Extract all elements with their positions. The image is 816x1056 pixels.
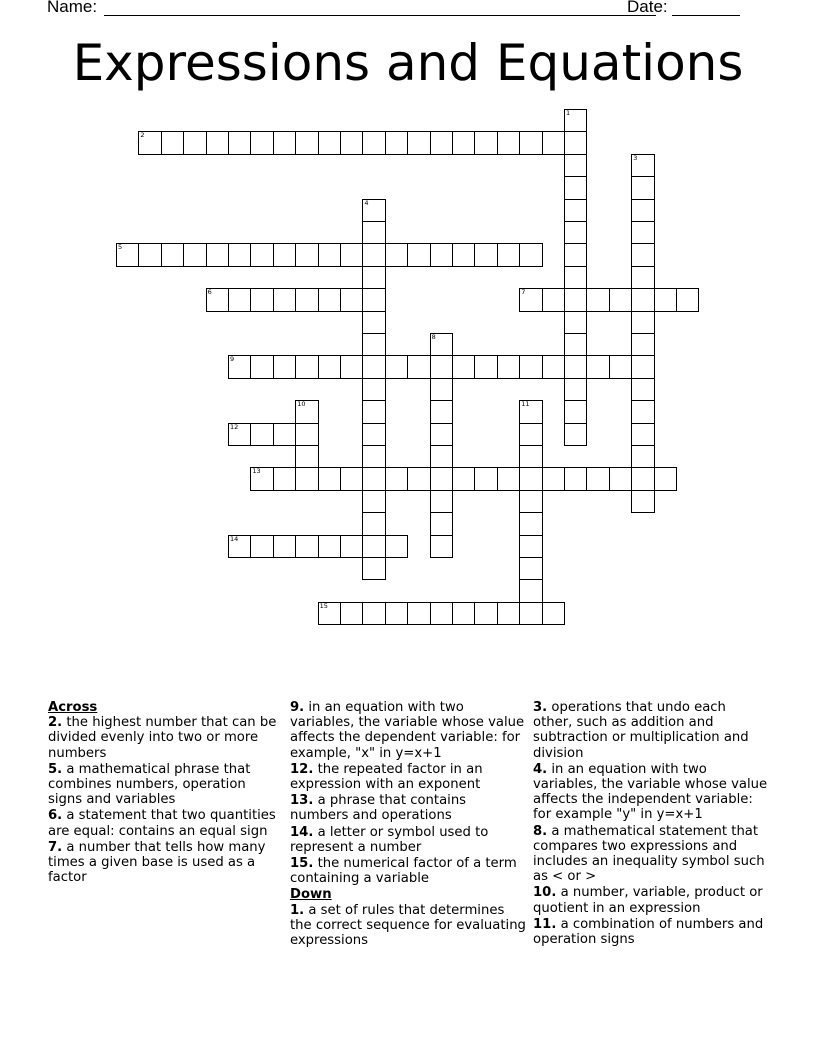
crossword-cell[interactable] <box>116 243 139 266</box>
crossword-cell[interactable] <box>161 131 184 154</box>
crossword-cell[interactable] <box>631 333 654 356</box>
crossword-cell[interactable] <box>340 288 363 311</box>
crossword-cell[interactable] <box>564 221 587 244</box>
clues-section <box>48 700 768 1020</box>
crossword-cell[interactable] <box>206 131 229 154</box>
crossword-cell[interactable] <box>497 602 520 625</box>
crossword-cell[interactable] <box>564 199 587 222</box>
crossword-cell[interactable] <box>430 333 453 356</box>
clue-number: 11. <box>533 916 557 932</box>
crossword-cell[interactable] <box>362 423 385 446</box>
crossword-cell[interactable] <box>430 490 453 513</box>
clue-text: a set of rules that determines the correct sequence for evaluating expressions <box>290 902 526 949</box>
crossword-cell[interactable] <box>385 602 408 625</box>
crossword-cell[interactable] <box>228 423 251 446</box>
cell-number: 1 <box>566 109 571 117</box>
crossword-cell[interactable] <box>362 467 385 490</box>
crossword-cell[interactable] <box>430 243 453 266</box>
crossword-cell[interactable] <box>407 131 430 154</box>
crossword-cell[interactable] <box>631 176 654 199</box>
crossword-cell[interactable] <box>497 467 520 490</box>
header <box>47 0 747 21</box>
crossword-cell[interactable] <box>362 445 385 468</box>
crossword-cell[interactable] <box>519 557 542 580</box>
crossword-cell[interactable] <box>362 131 385 154</box>
clue-text: a number, variable, product or quotient in an expression <box>533 885 763 916</box>
down-heading: Down <box>290 887 332 903</box>
crossword-cell[interactable] <box>609 288 632 311</box>
crossword-cell[interactable] <box>564 467 587 490</box>
crossword-cell[interactable] <box>250 423 273 446</box>
cell-number: 9 <box>230 355 235 364</box>
crossword-cell[interactable] <box>452 467 475 490</box>
cell-number: 7 <box>521 288 526 297</box>
crossword-cell[interactable] <box>430 400 453 423</box>
crossword-cell[interactable] <box>474 602 497 625</box>
crossword-cell[interactable] <box>564 131 587 154</box>
crossword-cell[interactable] <box>273 243 296 266</box>
crossword-cell[interactable] <box>362 288 385 311</box>
crossword-cell[interactable] <box>250 243 273 266</box>
crossword-cell[interactable] <box>542 131 565 154</box>
down-clue <box>533 700 769 761</box>
crossword-cell[interactable] <box>542 602 565 625</box>
cell-number: 3 <box>633 153 638 162</box>
cell-number: 15 <box>319 601 328 610</box>
crossword-cell[interactable] <box>295 445 318 468</box>
crossword-cell[interactable] <box>273 288 296 311</box>
crossword-cell[interactable] <box>631 288 654 311</box>
crossword-cell[interactable] <box>250 467 273 490</box>
crossword-cell[interactable] <box>362 266 385 289</box>
down-clue <box>533 824 769 885</box>
crossword-cell[interactable] <box>609 355 632 378</box>
crossword-cell[interactable] <box>206 288 229 311</box>
crossword-cell[interactable] <box>318 467 341 490</box>
across-clue <box>48 808 284 838</box>
crossword-cell[interactable] <box>519 512 542 535</box>
crossword-cell[interactable] <box>318 131 341 154</box>
crossword-cell[interactable] <box>676 288 699 311</box>
crossword-cell[interactable] <box>519 602 542 625</box>
crossword-cell[interactable] <box>228 243 251 266</box>
crossword-cell[interactable] <box>362 243 385 266</box>
crossword-cell[interactable] <box>519 423 542 446</box>
crossword-cell[interactable] <box>564 423 587 446</box>
crossword-cell[interactable] <box>228 355 251 378</box>
crossword-cell[interactable] <box>340 355 363 378</box>
crossword-cell[interactable] <box>631 154 654 177</box>
cell-number: 12 <box>230 422 239 431</box>
clue-number: 10. <box>533 885 557 901</box>
crossword-cell[interactable] <box>295 288 318 311</box>
crossword-cell[interactable] <box>430 423 453 446</box>
crossword-cell[interactable] <box>295 400 318 423</box>
crossword-cell[interactable] <box>631 445 654 468</box>
crossword-cell[interactable] <box>654 288 677 311</box>
crossword-cell[interactable] <box>631 467 654 490</box>
clue-text: the highest number that can be divided evenly into two or more numbers <box>48 715 277 761</box>
crossword-cell[interactable] <box>519 355 542 378</box>
crossword-cell[interactable] <box>362 333 385 356</box>
crossword-cell[interactable] <box>564 176 587 199</box>
crossword-cell[interactable] <box>318 355 341 378</box>
crossword-cell[interactable] <box>340 535 363 558</box>
crossword-cell[interactable] <box>474 467 497 490</box>
crossword-cell[interactable] <box>430 512 453 535</box>
clue-text: operations that undo each other, such as addition and subtraction or multiplication and division <box>533 700 749 761</box>
crossword-cell[interactable] <box>452 355 475 378</box>
crossword-cell[interactable] <box>340 131 363 154</box>
clue-number: 1. <box>290 902 305 918</box>
clue-text: in an equation with two variables, the variable whose value affects the dependent variable: for example, "x" in y=x+1 <box>290 700 525 761</box>
crossword-cell[interactable] <box>295 355 318 378</box>
crossword-cell[interactable] <box>273 355 296 378</box>
crossword-cell[interactable] <box>631 355 654 378</box>
date-input-line[interactable] <box>672 15 740 16</box>
crossword-cell[interactable] <box>295 535 318 558</box>
crossword-cell[interactable] <box>340 243 363 266</box>
crossword-cell[interactable] <box>407 467 430 490</box>
crossword-cell[interactable] <box>228 288 251 311</box>
crossword-cell[interactable] <box>586 467 609 490</box>
clue-number: 3. <box>533 700 548 715</box>
down-clue <box>290 903 526 949</box>
crossword-cell[interactable] <box>295 467 318 490</box>
clue-text: a letter or symbol used to represent a number <box>290 824 489 855</box>
crossword-cell[interactable] <box>452 131 475 154</box>
cell-number: 5 <box>118 243 123 252</box>
page-title: Expressions and Equations <box>72 34 744 92</box>
crossword-cell[interactable] <box>295 131 318 154</box>
crossword-cell[interactable] <box>519 579 542 602</box>
cell-number: 6 <box>207 288 212 297</box>
cell-number: 14 <box>230 534 239 543</box>
clue-column-1 <box>48 700 284 886</box>
clue-number: 14. <box>290 824 314 840</box>
crossword-cell[interactable] <box>631 423 654 446</box>
crossword-cell[interactable] <box>564 355 587 378</box>
clue-number: 5. <box>48 761 63 777</box>
crossword-cell[interactable] <box>564 311 587 334</box>
crossword-cell[interactable] <box>138 131 161 154</box>
across-clue <box>48 715 284 761</box>
crossword-cell[interactable] <box>250 131 273 154</box>
crossword-cell[interactable] <box>250 355 273 378</box>
crossword-cell[interactable] <box>318 243 341 266</box>
crossword-cell[interactable] <box>519 288 542 311</box>
across-clue <box>48 840 284 886</box>
crossword-cell[interactable] <box>318 535 341 558</box>
crossword-cell[interactable] <box>542 467 565 490</box>
across-clue <box>290 825 526 855</box>
crossword-cell[interactable] <box>340 467 363 490</box>
crossword-cell[interactable] <box>295 423 318 446</box>
crossword-cell[interactable] <box>564 154 587 177</box>
crossword-cell[interactable] <box>362 400 385 423</box>
crossword-cell[interactable] <box>385 535 408 558</box>
cell-number: 13 <box>252 467 261 476</box>
crossword-cell[interactable] <box>273 131 296 154</box>
cell-number: 10 <box>297 400 306 409</box>
clue-text: in an equation with two variables, the variable whose value affects the independent variable: for example "y" in y=x+1 <box>533 761 768 823</box>
crossword-cell[interactable] <box>318 602 341 625</box>
crossword-cell[interactable] <box>564 378 587 401</box>
crossword-cell[interactable] <box>340 602 363 625</box>
crossword-cell[interactable] <box>318 288 341 311</box>
crossword-cell[interactable] <box>183 243 206 266</box>
cell-number: 4 <box>364 198 369 207</box>
crossword-cell[interactable] <box>161 243 184 266</box>
across-clue <box>290 700 526 761</box>
clue-text: a number that tells how many times a given base is used as a factor <box>48 839 266 886</box>
clue-column-3 <box>533 700 769 948</box>
crossword-cell[interactable] <box>564 288 587 311</box>
clue-number: 12. <box>290 761 314 777</box>
clue-number: 8. <box>533 823 548 839</box>
across-clue <box>290 793 526 823</box>
crossword-cell[interactable] <box>631 243 654 266</box>
crossword-cell[interactable] <box>362 535 385 558</box>
clue-number: 2. <box>48 715 63 731</box>
crossword-cell[interactable] <box>542 288 565 311</box>
crossword-cell[interactable] <box>631 400 654 423</box>
crossword-cell[interactable] <box>295 243 318 266</box>
crossword-cell[interactable] <box>362 221 385 244</box>
crossword-cell[interactable] <box>250 535 273 558</box>
clue-number: 4. <box>533 761 548 777</box>
crossword-cell[interactable] <box>519 131 542 154</box>
crossword-cell[interactable] <box>430 467 453 490</box>
crossword-cell[interactable] <box>631 266 654 289</box>
crossword-cell[interactable] <box>385 243 408 266</box>
crossword-cell[interactable] <box>430 535 453 558</box>
across-heading: Across <box>48 700 98 715</box>
clue-text: a combination of numbers and operation signs <box>533 916 764 948</box>
crossword-cell[interactable] <box>430 445 453 468</box>
across-clue <box>48 762 284 808</box>
crossword-cell[interactable] <box>474 131 497 154</box>
crossword-cell[interactable] <box>631 221 654 244</box>
clue-text: a phrase that contains numbers and operations <box>290 793 467 824</box>
crossword-cell[interactable] <box>519 467 542 490</box>
across-clue <box>290 762 526 792</box>
crossword-cell[interactable] <box>452 243 475 266</box>
crossword-cell[interactable] <box>407 602 430 625</box>
clue-text: the repeated factor in an expression with an exponent <box>290 761 483 793</box>
crossword-cell[interactable] <box>519 490 542 513</box>
crossword-cell[interactable] <box>497 243 520 266</box>
crossword-cell[interactable] <box>273 535 296 558</box>
crossword-cell[interactable] <box>564 243 587 266</box>
crossword-cell[interactable] <box>273 467 296 490</box>
crossword-cell[interactable] <box>430 378 453 401</box>
crossword-cell[interactable] <box>407 355 430 378</box>
crossword-cell[interactable] <box>206 243 229 266</box>
down-clue <box>533 762 769 823</box>
crossword-cell[interactable] <box>564 266 587 289</box>
crossword-cell[interactable] <box>362 199 385 222</box>
clue-number: 9. <box>290 700 305 715</box>
crossword-cell[interactable] <box>362 557 385 580</box>
name-input-line[interactable] <box>104 15 656 16</box>
clue-number: 7. <box>48 839 63 855</box>
clue-number: 15. <box>290 856 314 872</box>
name-label: Name: <box>47 0 98 16</box>
crossword-cell[interactable] <box>631 311 654 334</box>
cell-number: 11 <box>521 400 530 409</box>
crossword-cell[interactable] <box>519 535 542 558</box>
crossword-cell[interactable] <box>654 467 677 490</box>
crossword-cell[interactable] <box>564 333 587 356</box>
down-clue <box>533 917 769 947</box>
crossword-cell[interactable] <box>385 131 408 154</box>
cell-number: 2 <box>140 131 145 140</box>
crossword-cell[interactable] <box>228 535 251 558</box>
crossword-cell[interactable] <box>362 378 385 401</box>
crossword-cell[interactable] <box>519 445 542 468</box>
crossword-cell[interactable] <box>362 512 385 535</box>
crossword-cell[interactable] <box>474 355 497 378</box>
crossword-cell[interactable] <box>385 355 408 378</box>
clue-number: 13. <box>290 793 314 809</box>
crossword-cell[interactable] <box>362 311 385 334</box>
crossword-cell[interactable] <box>586 355 609 378</box>
crossword-cell[interactable] <box>586 288 609 311</box>
crossword-cell[interactable] <box>273 423 296 446</box>
crossword-cell[interactable] <box>474 243 497 266</box>
crossword-cell[interactable] <box>183 131 206 154</box>
crossword-cell[interactable] <box>430 355 453 378</box>
across-clue <box>290 856 526 886</box>
clue-text: a mathematical phrase that combines numbers, operation signs and variables <box>48 761 251 808</box>
crossword-cell[interactable] <box>631 490 654 513</box>
clue-number: 6. <box>48 808 63 824</box>
crossword-cell[interactable] <box>564 400 587 423</box>
crossword-cell[interactable] <box>362 355 385 378</box>
crossword-cell[interactable] <box>430 131 453 154</box>
crossword-cell[interactable] <box>452 602 475 625</box>
clue-column-2 <box>290 700 526 949</box>
cell-number: 8 <box>431 333 436 341</box>
crossword-cell[interactable] <box>362 490 385 513</box>
clue-text: a mathematical statement that compares two expressions and includes an inequality symbol such as < or > <box>533 823 765 885</box>
crossword-cell[interactable] <box>519 400 542 423</box>
crossword-cell[interactable] <box>138 243 161 266</box>
crossword-cell[interactable] <box>631 199 654 222</box>
crossword-cell[interactable] <box>631 378 654 401</box>
crossword-cell[interactable] <box>497 131 520 154</box>
clue-text: a statement that two quantities are equal: contains an equal sign <box>48 808 276 839</box>
crossword-cell[interactable] <box>497 355 520 378</box>
crossword-cell[interactable] <box>228 131 251 154</box>
crossword-cell[interactable] <box>519 243 542 266</box>
down-clue <box>533 885 769 915</box>
date-label: Date: <box>627 0 668 16</box>
crossword-cell[interactable] <box>407 243 430 266</box>
crossword-cell[interactable] <box>430 602 453 625</box>
crossword-cell[interactable] <box>564 109 587 132</box>
crossword-cell[interactable] <box>385 467 408 490</box>
crossword-cell[interactable] <box>609 467 632 490</box>
crossword-cell[interactable] <box>250 288 273 311</box>
crossword-cell[interactable] <box>542 355 565 378</box>
clue-text: the numerical factor of a term containing a variable <box>290 856 517 887</box>
crossword-cell[interactable] <box>362 602 385 625</box>
